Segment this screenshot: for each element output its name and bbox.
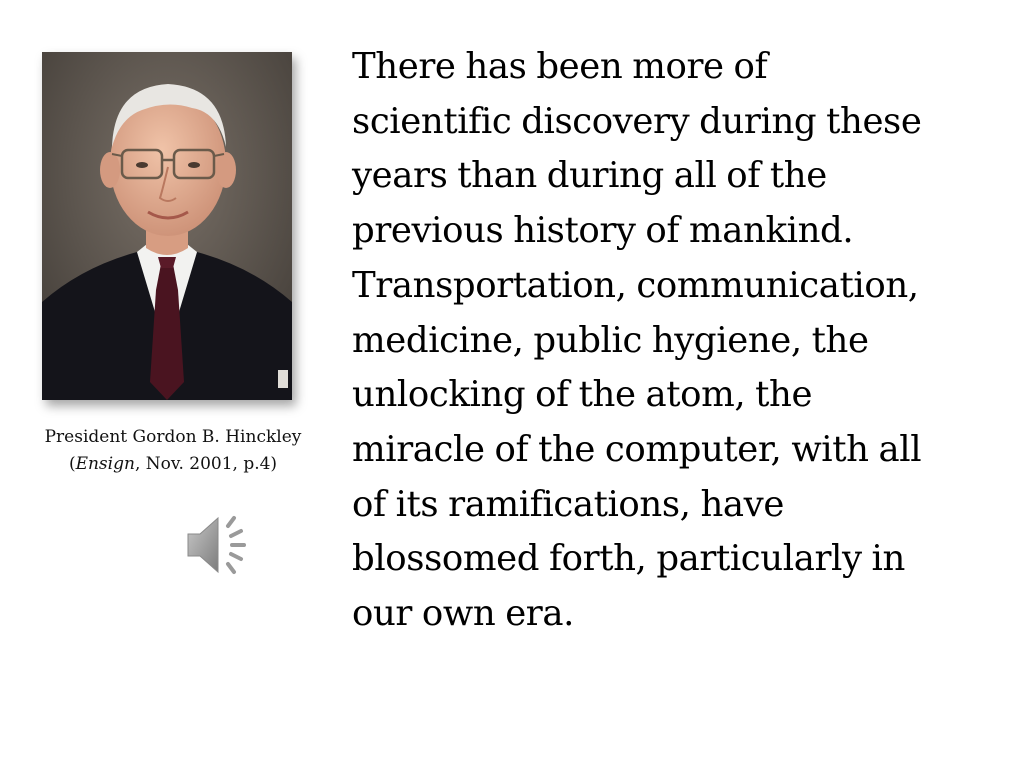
quote-line: Transportation, communication, — [352, 264, 919, 306]
quote-line: medicine, public hygiene, the — [352, 319, 869, 361]
quote-line: our own era. — [352, 593, 575, 635]
caption-publication: Ensign — [75, 454, 135, 474]
portrait-photo — [42, 52, 292, 400]
caption-name: President Gordon B. Hinckley — [44, 427, 302, 447]
quote-line: unlocking of the atom, the — [352, 374, 813, 416]
speaker-icon[interactable] — [184, 512, 256, 578]
quote-line: scientific discovery during these — [352, 100, 922, 142]
quote-line: years than during all of the — [352, 155, 827, 197]
caption-open-paren: ( — [68, 454, 76, 474]
speaker-icon-graphic — [184, 512, 256, 578]
quote-line: miracle of the computer, with all — [352, 428, 922, 470]
quote-text — [352, 40, 1016, 642]
portrait-caption — [14, 424, 332, 478]
quote-line: previous history of mankind. — [352, 210, 854, 252]
quote-line: blossomed forth, particularly in — [352, 538, 905, 580]
portrait-image — [42, 52, 292, 400]
caption-citation — [14, 451, 332, 478]
quote-line: of its ramifications, have — [352, 483, 784, 525]
quote-line: There has been more of — [352, 46, 768, 87]
caption-citation-rest: , Nov. 2001, p.4) — [134, 454, 278, 474]
